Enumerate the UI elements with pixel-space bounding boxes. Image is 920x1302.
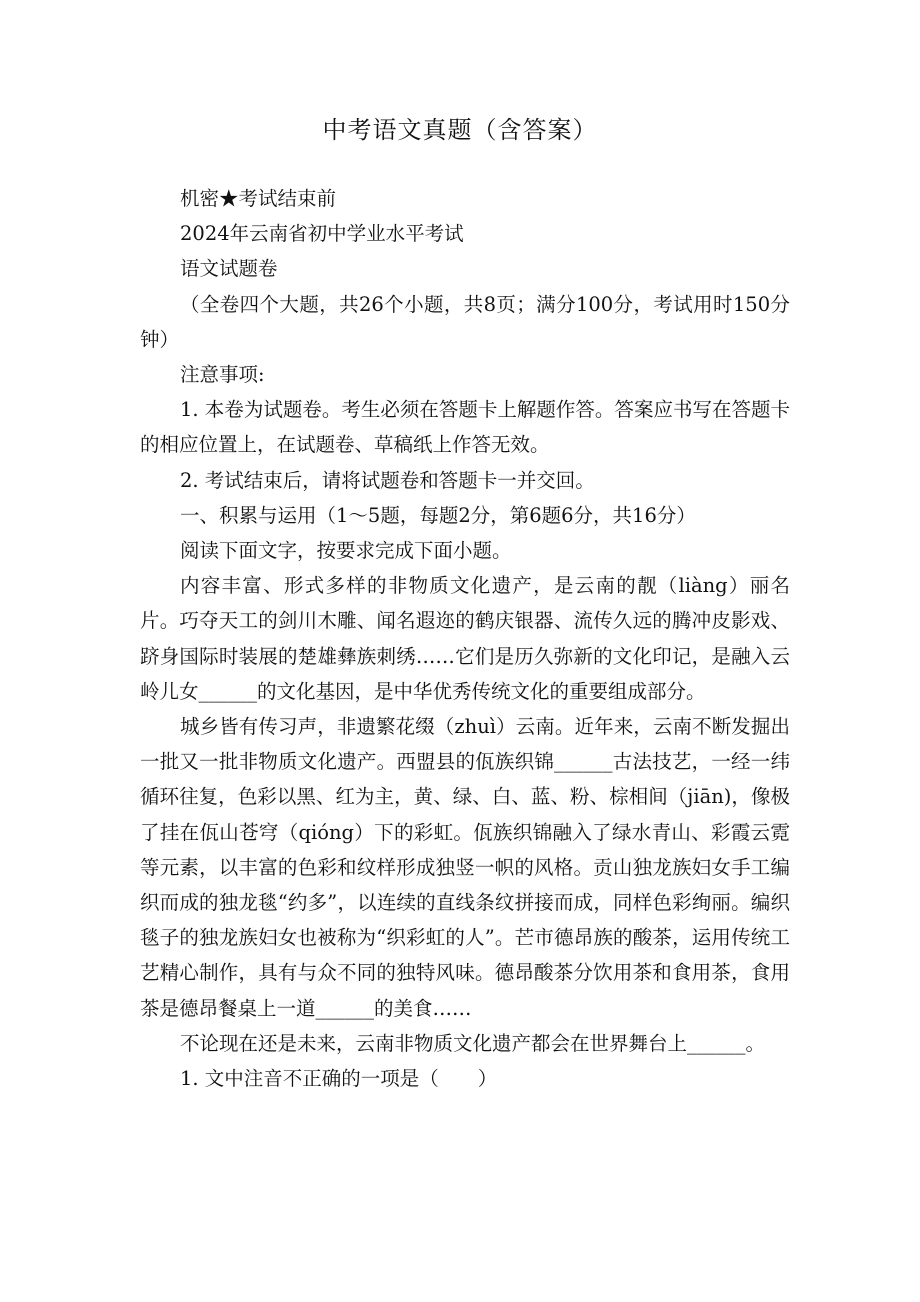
notes-heading: 注意事项: [180,363,265,387]
note-item-2: 2. 考试结束后，请将试题卷和答题卡一并交回。 [180,468,595,492]
document-title: 中考语文真题（含答案） [322,116,598,144]
passage-paragraph: 城乡皆有传习声，非遗繁花缀（zhuì）云南。近年来，云南不断发掘出一批又一批非物质文化遗产。西盟县的佤族织锦______古法技艺，一经一纬循环往复，色彩以黑、红为主，黄、绿、白、蓝、粉、棕相间（jiān)，像极了挂在佤山苍穹（qióng）下的彩虹。佤族织锦融入了绿水青山、彩霞云霓等元素，以丰富的色彩和纹样形成独竖一帜的风格。贡山独龙族妇女手工编织而成的独龙毯“约多”，以连续的直线条纹拼接而成，同样色彩绚丽。编织毯子的独龙族妇女也被称为“织彩虹的人”。芒市德昂族的酸茶，运用传统工艺精心制作，具有与众不同的独特风味。德昂酸茶分饮用茶和食用茶，食用茶是德昂餐桌上一道______的美食…… [140,715,790,1020]
confidential-notice: 机密★考试结束前 [180,187,337,210]
question-1: 1. 文中注音不正确的一项是（ ） [180,1067,498,1091]
exam-name: 2024年云南省初中学业水平考试 [180,222,464,246]
document-body [140,181,790,1096]
passage-paragraph: 内容丰富、形式多样的非物质文化遗产，是云南的靓（liàng）丽名片。巧夺天工的剑川木雕、闻名遐迩的鹤庆银器、流传久远的腾冲皮影戏、跻身国际时装展的楚雄彝族刺绣……它们是历久弥新的文化印记，是融入云岭儿女______的文化基因，是中华优秀传统文化的重要组成部分。 [140,574,790,703]
paper-name: 语文试题卷 [180,257,278,281]
section-heading: 一、积累与运用（1～5题，每题2分，第6题6分，共16分） [180,503,696,527]
passage-paragraph: 不论现在还是未来，云南非物质文化遗产都会在世界舞台上______。 [180,1031,766,1055]
note-item-1: 1. 本卷为试题卷。考生必须在答题卡上解题作答。答案应书写在答题卡的相应位置上，在试题卷、草稿纸上作答无效。 [140,398,790,457]
reading-instruction: 阅读下面文字，按要求完成下面小题。 [180,539,512,563]
exam-info: （全卷四个大题，共26个小题，共8页；满分100分，考试用时150分钟） [140,292,790,351]
